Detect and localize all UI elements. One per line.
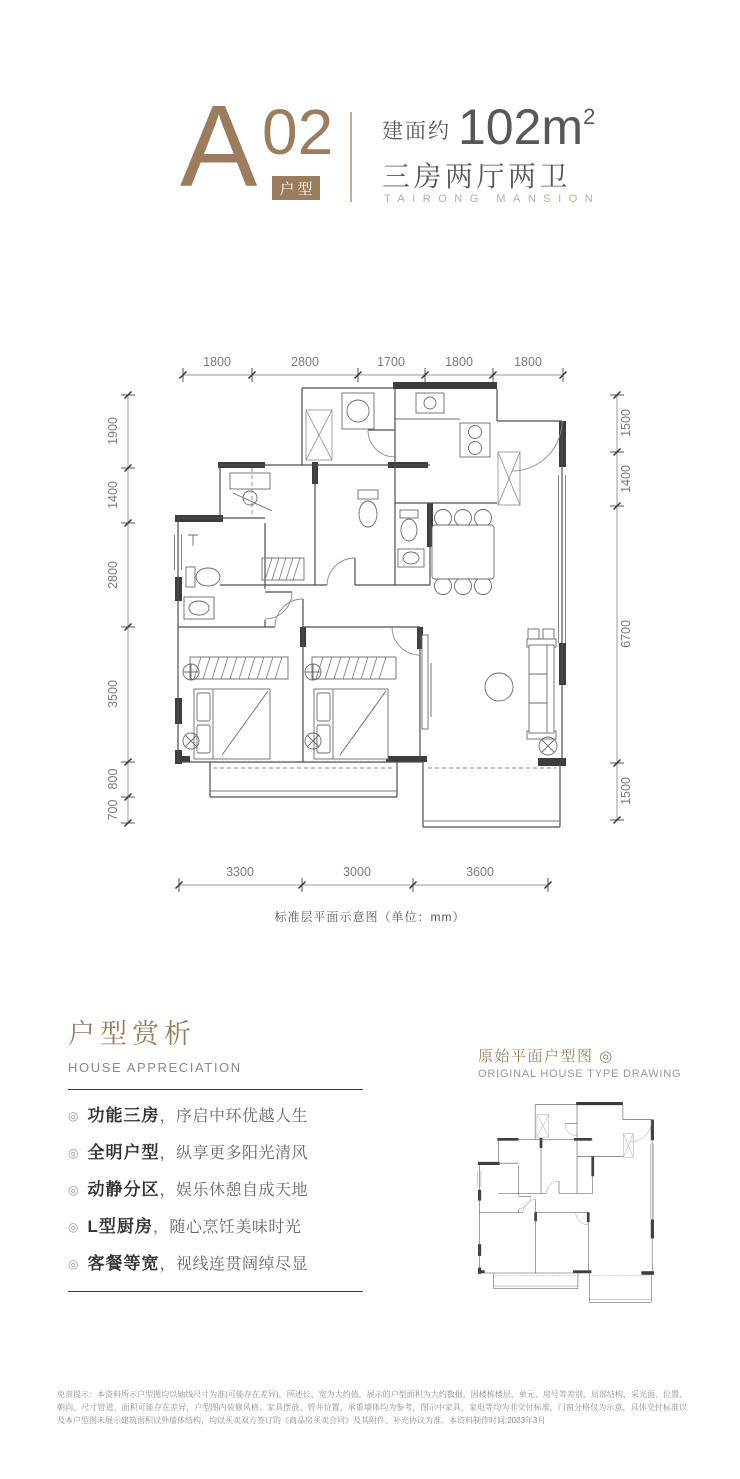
list-item	[68, 1180, 368, 1201]
dim-bottom	[176, 865, 552, 892]
dim-label: 1400	[106, 481, 120, 509]
dim-top	[180, 355, 567, 382]
dim-label: 1800	[514, 355, 542, 369]
divider-line	[68, 1291, 363, 1292]
original-plan-subtitle: ORIGINAL HOUSE TYPE DRAWING	[478, 1068, 682, 1080]
list-item	[68, 1217, 368, 1238]
area-value: 102m	[458, 99, 584, 155]
dim-label: 2800	[106, 561, 120, 589]
bullet-bold: 客餐等宽	[87, 1254, 160, 1273]
list-item	[68, 1143, 368, 1164]
dim-right	[610, 392, 633, 824]
disclaimer-text: 免责提示：本资料所示户型图均以轴线尺寸为准(可能存在差异)，所述长、宽为大约值，展示的户型面积为大约数据，因楼栋楼层、单元、房号等差别，局部结构、采光面、位置、朝向、尺寸管道、面积可能存在差异，户型图内装修风格、家具摆放、管井位置、承重墙体均为参考，图示中家具、家电等均为非交付标准，门窗分格仅为示意，具体交付标准以及本户型图未展示建筑面积以外墙体结构，均以买卖双方签订的《商品房买卖合同》及其附件、补充协议为准。本资料制作时间:2023年3月	[57, 1390, 687, 1425]
dim-label: 3000	[343, 865, 371, 879]
bullet-bold: 动静分区	[87, 1180, 160, 1199]
dim-label: 1500	[619, 409, 633, 437]
plan-walls	[175, 382, 567, 827]
bullet-icon: ◎	[68, 1109, 79, 1123]
bullet-rest: ，纵享更多阳光清风	[159, 1145, 308, 1162]
dim-label: 2800	[291, 355, 319, 369]
dim-label: 3500	[106, 680, 120, 708]
bullet-rest: ，视线连贯阔绰尽显	[159, 1256, 308, 1273]
area-row	[382, 99, 596, 155]
list-item	[68, 1106, 368, 1127]
main-floorplan-drawing	[100, 325, 660, 925]
bullet-rest: ，序启中环优越人生	[159, 1108, 308, 1125]
unit-type-badge: 户型	[272, 176, 320, 200]
dim-label: 1500	[619, 777, 633, 805]
brand-name: TAIRONG MANSION	[384, 193, 601, 205]
unit-number: 02	[262, 96, 334, 168]
plan-furniture	[183, 393, 557, 759]
dim-label: 1400	[619, 465, 633, 493]
dim-label: 700	[106, 799, 120, 821]
bullet-icon: ◎	[68, 1183, 79, 1197]
dim-label: 3600	[466, 865, 494, 879]
divider-line	[68, 1089, 363, 1090]
dim-label: 1800	[203, 355, 231, 369]
bullet-bold: L型厨房	[87, 1217, 153, 1236]
bullet-bold: 功能三房	[87, 1106, 160, 1125]
appreciation-subtitle: HOUSE APPRECIATION	[68, 1060, 242, 1075]
original-plan-title: 原始平面户型图 ◎	[478, 1048, 614, 1065]
bullet-icon: ◎	[68, 1146, 79, 1160]
plan-caption: 标准层平面示意图（单位：mm）	[274, 910, 466, 924]
layout-description: 三房两厅两卫	[382, 161, 572, 192]
bullet-icon: ◎	[68, 1257, 79, 1271]
area-prefix: 建面约	[382, 120, 451, 143]
bullet-icon: ◎	[68, 1220, 79, 1234]
appreciation-list	[68, 1106, 368, 1275]
dim-label: 800	[106, 768, 120, 790]
bullet-rest: ，娱乐休憩自成天地	[159, 1182, 308, 1199]
original-floorplan-drawing	[458, 1094, 688, 1334]
appreciation-title: 户型赏析	[68, 1019, 196, 1049]
bullet-bold: 全明户型	[87, 1143, 160, 1162]
dim-label: 3300	[226, 865, 254, 879]
dim-label: 1800	[445, 355, 473, 369]
appreciation-section	[68, 1012, 368, 1292]
header-divider	[350, 112, 352, 202]
dim-left	[106, 392, 135, 827]
unit-letter: A	[180, 81, 258, 211]
dim-label: 6700	[619, 620, 633, 648]
list-item	[68, 1254, 368, 1275]
dim-label: 1900	[106, 417, 120, 445]
dim-label: 1700	[377, 355, 405, 369]
area-superscript: 2	[583, 104, 596, 129]
bullet-rest: ，随心烹饪美味时光	[152, 1219, 302, 1236]
